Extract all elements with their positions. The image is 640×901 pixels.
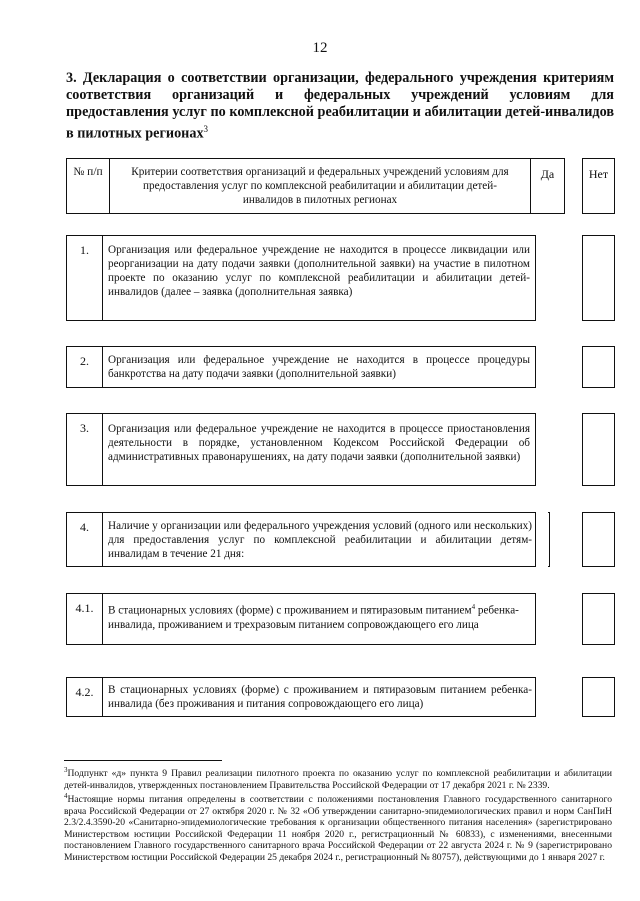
row-4-1-criteria-text bbox=[108, 600, 532, 632]
row-3-no-checkbox[interactable] bbox=[582, 413, 615, 486]
row-3-num-cell bbox=[66, 413, 103, 486]
header-no-cell bbox=[582, 158, 615, 214]
row-3-criteria-text: Организация или федеральное учреждение не находится в процессе приостановления деятельности в порядке, установленном Кодексом Российской Федерации об административных правонарушениях, на дату подачи заявки (дополнительной заявки) bbox=[108, 423, 530, 463]
row-4-2-no-checkbox[interactable] bbox=[582, 677, 615, 717]
footnote-4 bbox=[64, 791, 612, 863]
row-1-criteria-text: Организация или федеральное учреждение не находится в процессе ликвидации или реорганизации на дату подачи заявки (дополнительной заявки) на участие в пилотном проекте по оказанию услуг по комплексной реабилитации и абилитации детей-инвалидов (далее – заявка (дополнительная заявка) bbox=[108, 244, 530, 298]
row-3-criteria-cell bbox=[102, 413, 536, 486]
row-4-2-criteria-text: В стационарных условиях (форме) с проживанием и пятиразовым питанием ребенка-инвалида (без проживания и питания сопровождающего его лица) bbox=[108, 684, 532, 710]
header-criteria-label: Критерии соответствия организаций и федеральных учреждений условиям для предоставления услуг по комплексной реабилитации и абилитации детей-инвалидов в пилотных регионах bbox=[131, 166, 509, 206]
footnote-ref-4: 4 bbox=[471, 603, 476, 611]
header-criteria-cell bbox=[109, 158, 531, 214]
row-4-num: 4. bbox=[80, 520, 89, 534]
row-1-criteria-cell bbox=[102, 235, 536, 321]
footnote-3-mark: 3 bbox=[64, 766, 68, 774]
row-4-2-num-cell bbox=[66, 677, 103, 717]
footnote-3-text: Подпункт «д» пункта 9 Правил реализации пилотного проекта по оказанию услуг по комплексной реабилитации и абилитации детей-инвалидов, утвержденных постановлением Правительства Российской Федерации от 17 декабря 2021 г. № 2339. bbox=[64, 768, 612, 791]
page-number: 12 bbox=[312, 40, 328, 56]
header-no-label: Нет bbox=[588, 167, 609, 181]
section-title bbox=[66, 70, 614, 143]
row-2-num: 2. bbox=[80, 354, 89, 368]
row-4-criteria-cell bbox=[102, 512, 536, 567]
row-4-yes-checkbox[interactable] bbox=[548, 512, 550, 567]
footnote-separator bbox=[64, 760, 222, 761]
header-num-cell bbox=[66, 158, 110, 214]
row-2-num-cell bbox=[66, 346, 103, 388]
section-title-text: 3. Декларация о соответствии организации, федерального учреждения критериям соответствия организаций и федеральных учреждений условиям для предоставления услуг по комплексной реабилитации и абилитации детей-инвалидов в пилотных регионах bbox=[66, 70, 614, 142]
row-4-1-text-start: В стационарных условиях (форме) с проживанием и пятиразовым питанием bbox=[108, 604, 472, 617]
row-4-1-num: 4.1. bbox=[75, 601, 94, 615]
row-2-criteria-cell bbox=[102, 346, 536, 388]
row-3-num: 3. bbox=[80, 421, 89, 435]
row-4-num-cell bbox=[66, 512, 103, 567]
row-4-2-criteria-cell bbox=[102, 677, 536, 717]
footnote-ref-3: 3 bbox=[203, 124, 209, 134]
footnote-3 bbox=[64, 765, 612, 791]
row-2-no-checkbox[interactable] bbox=[582, 346, 615, 388]
row-4-1-text-cont: ребенка-инвалида, проживанием и трехразовым питанием сопровождающего его лица bbox=[108, 604, 519, 631]
row-4-1-num-cell bbox=[66, 593, 103, 645]
row-1-num-cell bbox=[66, 235, 103, 321]
row-4-1-criteria-cell bbox=[102, 593, 536, 645]
row-4-criteria-text: Наличие у организации или федерального учреждения условий (одного или нескольких) для предоставления услуг по комплексной реабилитации и абилитации детям-инвалидам в течение 21 дня: bbox=[108, 520, 532, 560]
footnotes bbox=[64, 765, 612, 863]
header-yes-cell bbox=[530, 158, 565, 214]
row-1-num: 1. bbox=[80, 243, 89, 257]
header-num-label: № п/п bbox=[73, 166, 103, 178]
row-4-no-checkbox[interactable] bbox=[582, 512, 615, 567]
footnote-4-mark: 4 bbox=[64, 792, 68, 801]
row-4-2-num: 4.2. bbox=[75, 685, 94, 699]
row-4-1-no-checkbox[interactable] bbox=[582, 593, 615, 645]
row-1-no-checkbox[interactable] bbox=[582, 235, 615, 321]
row-2-criteria-text: Организация или федеральное учреждение не находится в процессе процедуры банкротства на дату подачи заявки (дополнительной заявки) bbox=[108, 354, 530, 380]
footnote-4-text: Настоящие нормы питания определены в соответствии с положениями постановления Главного государственного санитарного врача Российской Федерации от 27 октября 2020 г. № 32 «Об утверждении санитарно-эпидемиологических правил и норм СанПиН 2.3/2.4.3590-20 «Санитарно-эпидемиологические требования к организации общественного питания населения» (зарегистрировано Министерством юстиции Российской Федерации 11 ноября 2020 г., регистрационный № 60833), с изменениями, внесенными постановлением Главного государственного санитарного врача Российской Федерации от 22 августа 2024 г. № 9 (зарегистрировано Министерством юстиции Российской Федерации 25 декабря 2024 г., регистрационный № 80757), действующими до 1 января 2027 г. bbox=[64, 794, 612, 863]
header-yes-label: Да bbox=[540, 167, 555, 181]
